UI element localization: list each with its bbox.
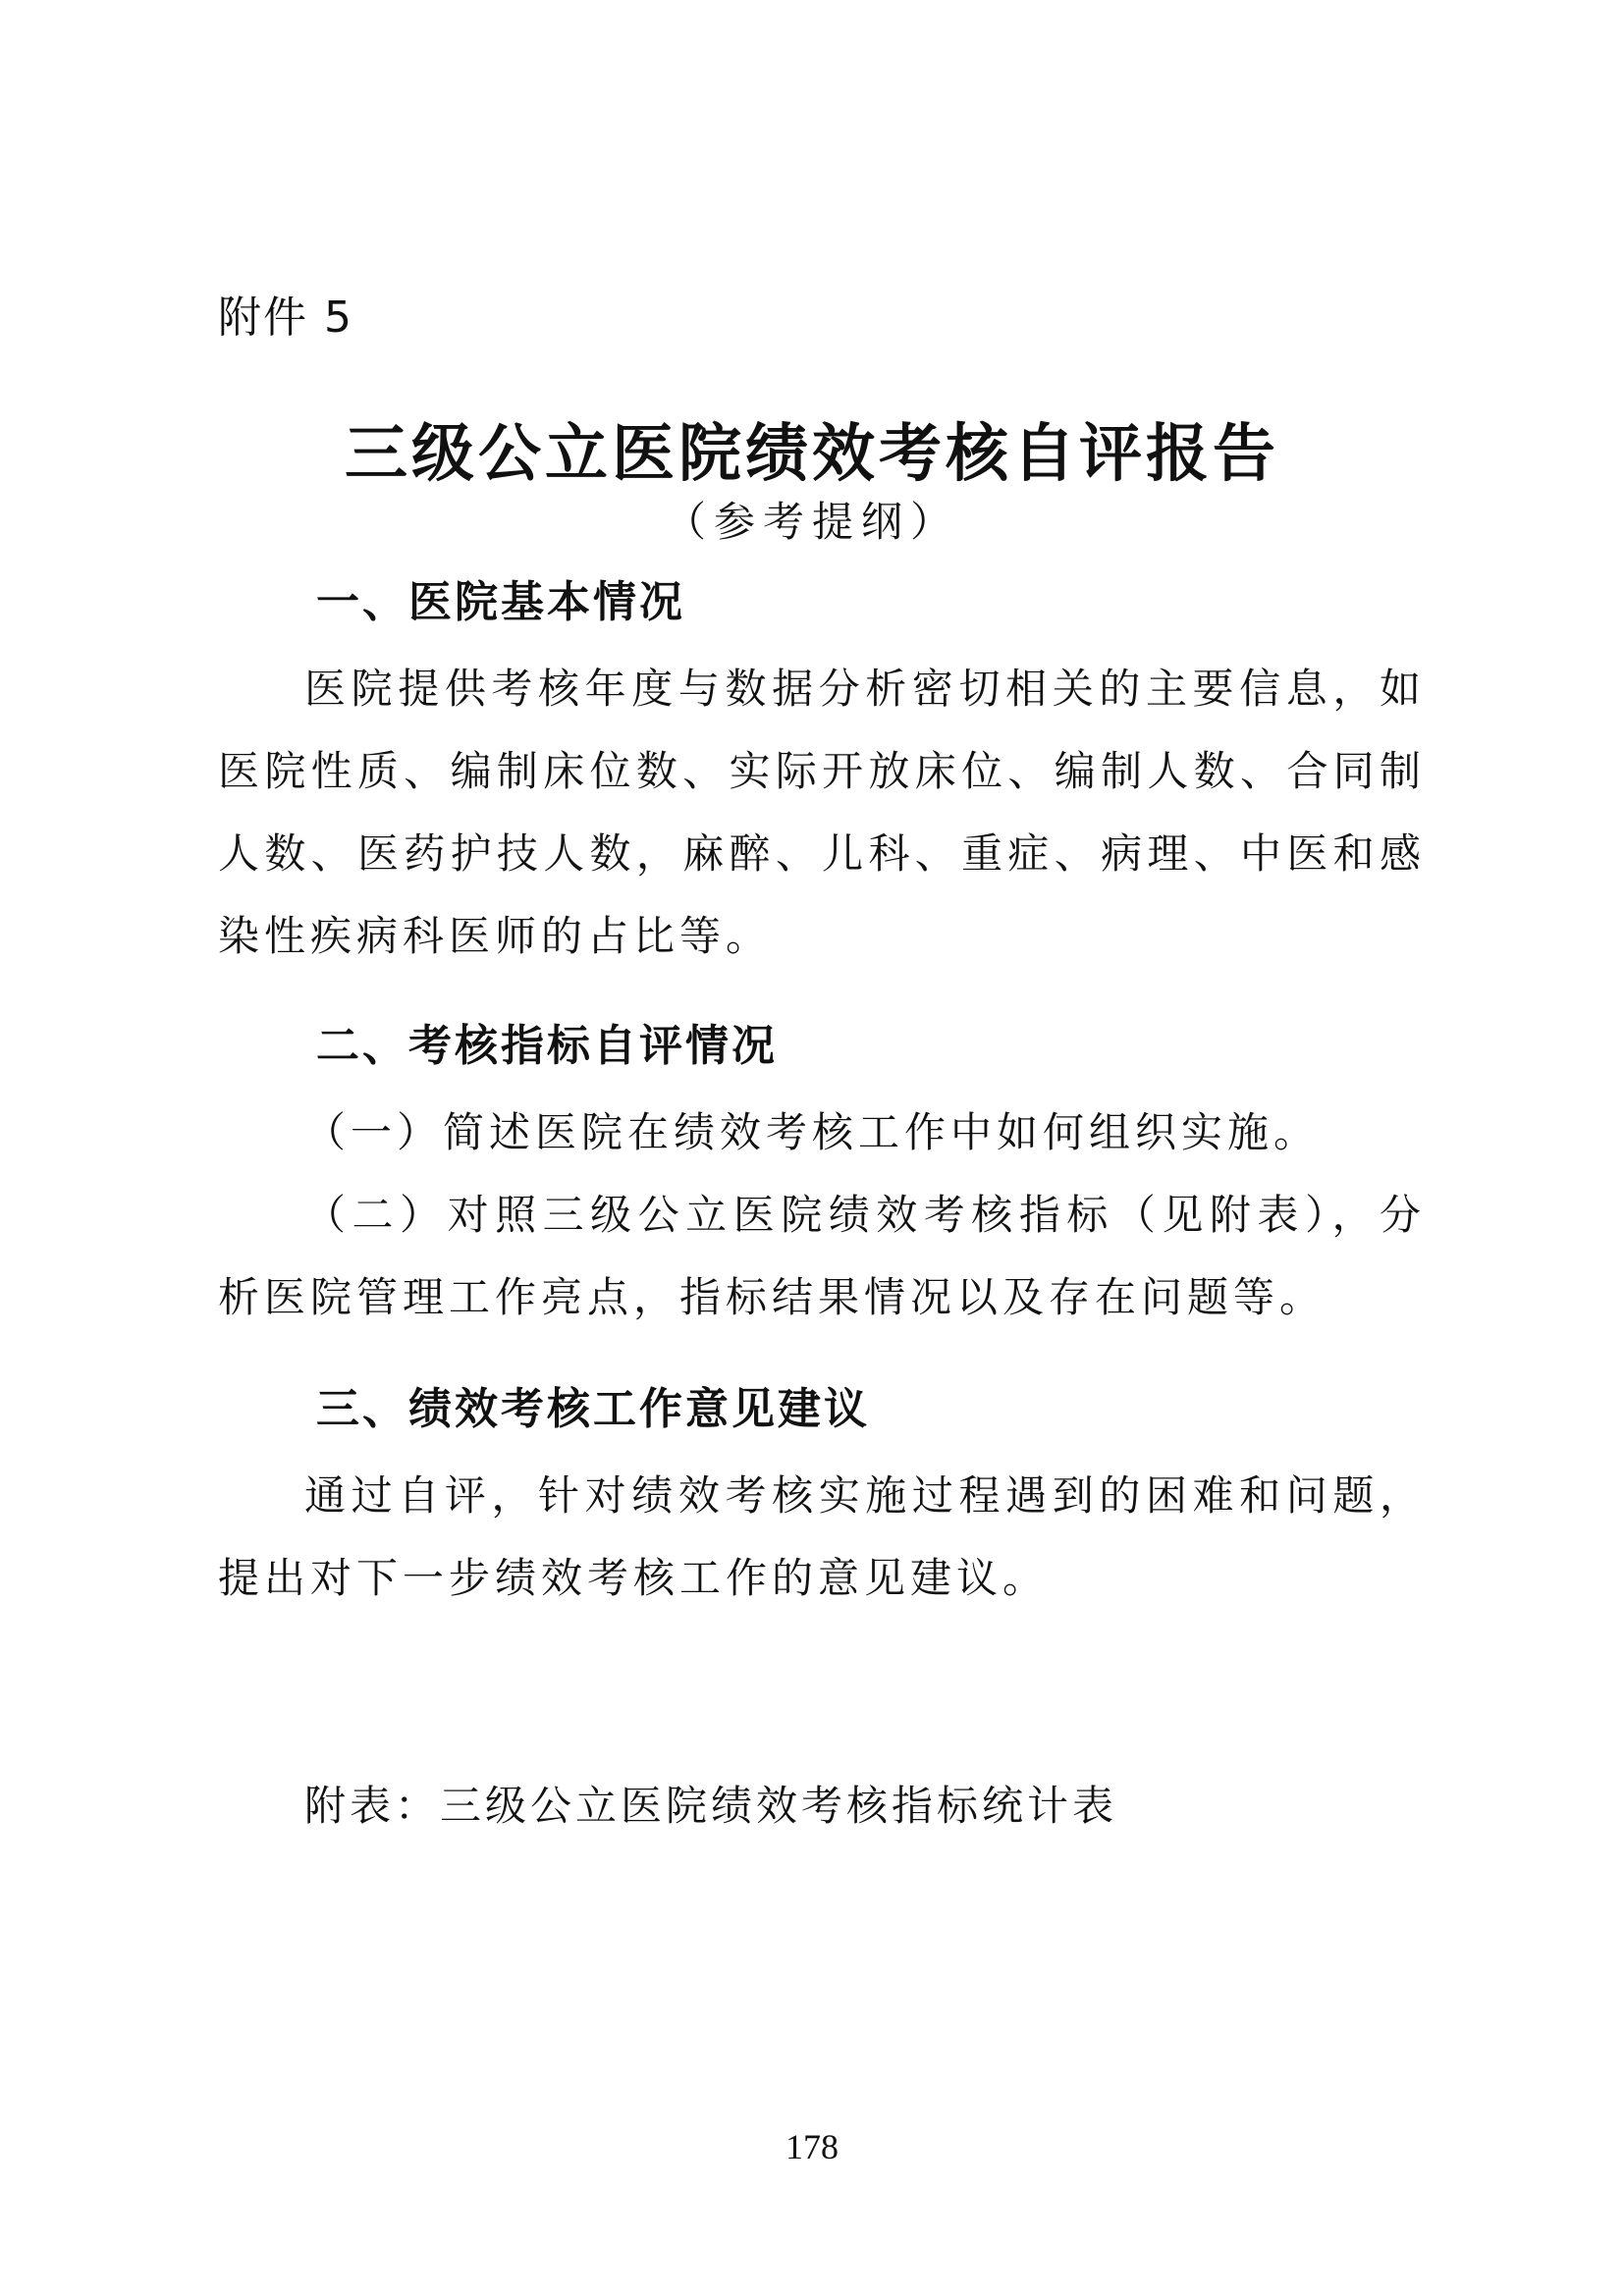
section-2-heading: 二、考核指标自评情况 xyxy=(316,1021,778,1071)
section-1-paragraph: 医院提供考核年度与数据分析密切相关的主要信息，如医院性质、编制床位数、实际开放床位、编制人数、合同制人数、医药护技人数，麻醉、儿科、重症、病理、中医和感染性疾病科医师的占比等。 xyxy=(218,665,1426,960)
section-2-paragraph-2: （二）对照三级公立医院绩效考核指标（见附表），分析医院管理工作亮点，指标结果情况以及存在问题等。 xyxy=(218,1191,1426,1321)
section-3-paragraph: 通过自评，针对绩效考核实施过程遇到的困难和问题，提出对下一步绩效考核工作的意见建议。 xyxy=(218,1471,1426,1602)
section-2-paragraph-1: （一）简述医院在绩效考核工作中如何组织实施。 xyxy=(304,1108,1321,1156)
page-number: 178 xyxy=(785,2127,839,2166)
document-title: 三级公立医院绩效考核自评报告 xyxy=(345,418,1279,491)
section-3-heading: 三、绩效考核工作意见建议 xyxy=(316,1384,870,1434)
attachment-label: 附件 5 xyxy=(218,293,353,343)
section-1-heading: 一、医院基本情况 xyxy=(316,577,685,627)
appendix-note: 附表：三级公立医院绩效考核指标统计表 xyxy=(304,1782,1118,1830)
document-subtitle: （参考提纲） xyxy=(664,498,959,546)
